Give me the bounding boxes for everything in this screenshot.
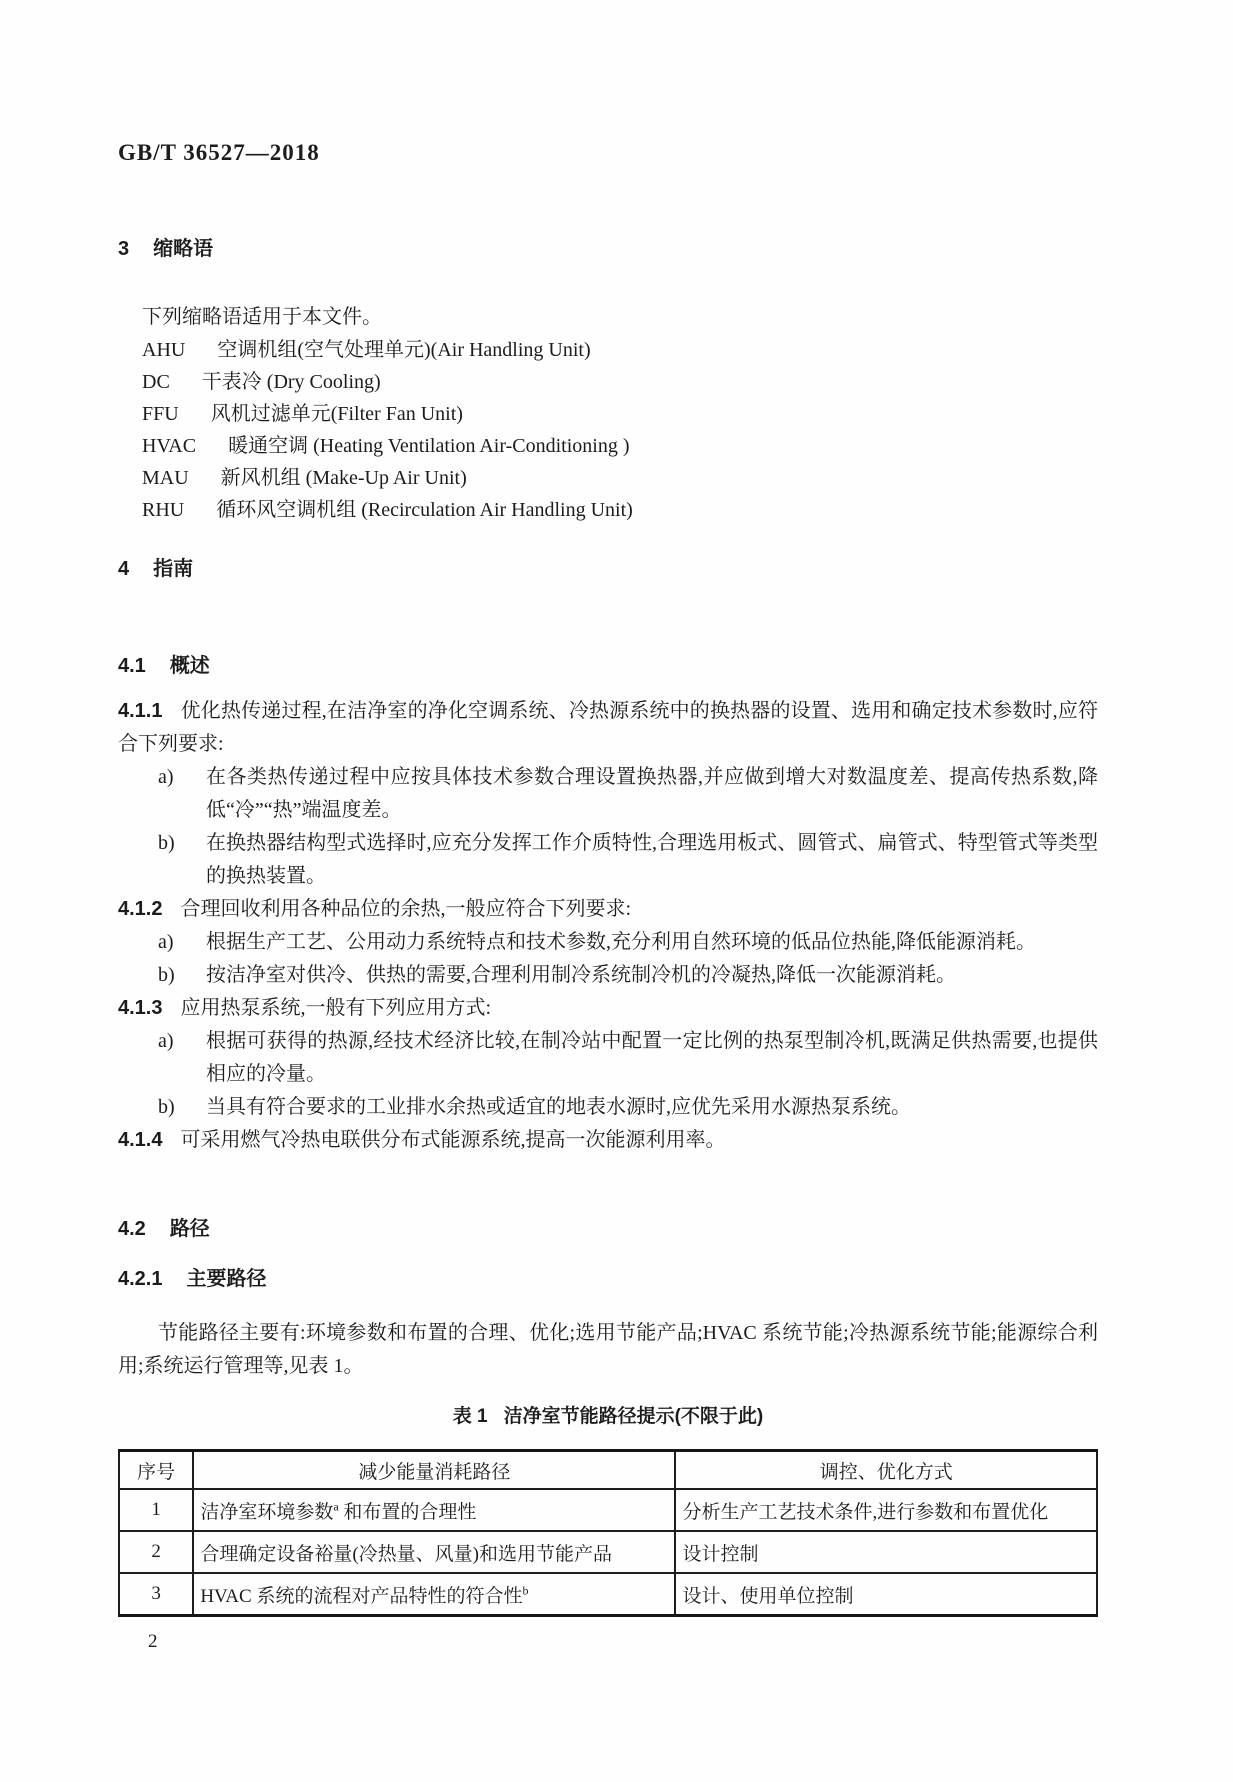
- cell-path-text: 合理确定设备裕量(冷热量、风量)和选用节能产品: [200, 1543, 612, 1565]
- clause-text: 合理回收利用各种品位的余热,一般应符合下列要求:: [180, 898, 632, 920]
- section-3-title: 缩略语: [153, 238, 214, 260]
- list-text: 按洁净室对供冷、供热的需要,合理利用制冷系统制冷机的冷凝热,降低一次能源消耗。: [206, 964, 956, 986]
- section-4-number: 4: [118, 558, 130, 580]
- clause-number: 4.1.3: [118, 997, 163, 1019]
- list-item-b: [158, 827, 1098, 893]
- abbr-definition: 干表冷 (Dry Cooling): [201, 371, 381, 393]
- list-text: 在换热器结构型式选择时,应充分发挥工作介质特性,合理选用板式、圆管式、扁管式、特型管式等类型的换热装置。: [206, 832, 1098, 887]
- abbr-term: RHU: [142, 499, 185, 521]
- cell-control: 设计、使用单位控制: [675, 1573, 1097, 1616]
- page-number: 2: [148, 1631, 158, 1652]
- abbr-term: DC: [142, 371, 170, 393]
- section-4-2-1-number: 4.2.1: [118, 1268, 163, 1290]
- clause-4-1-1: [118, 695, 1098, 761]
- list-item-b: [158, 1091, 1098, 1124]
- col-header-control: 调控、优化方式: [675, 1451, 1097, 1490]
- clause-4-1-4: [118, 1124, 1098, 1157]
- clause-text: 优化热传递过程,在洁净室的净化空调系统、冷热源系统中的换热器的设置、选用和确定技术参数时,应符合下列要求:: [118, 700, 1098, 755]
- abbreviation-list: [118, 334, 1098, 526]
- abbreviations-intro: 下列缩略语适用于本文件。: [142, 306, 382, 328]
- list-text: 根据生产工艺、公用动力系统特点和技术参数,充分利用自然环境的低品位热能,降低能源消耗。: [206, 931, 1036, 953]
- section-4-2-1-heading: [118, 1265, 1098, 1293]
- table-caption-text: 洁净室节能路径提示(不限于此): [503, 1406, 764, 1427]
- table-caption-label: 表 1: [452, 1406, 488, 1427]
- list-item-b: [158, 959, 1098, 992]
- abbr-term: AHU: [142, 339, 186, 361]
- section-4-1-heading: [118, 652, 1098, 680]
- list-text: 当具有符合要求的工业排水余热或适宜的地表水源时,应优先采用水源热泵系统。: [206, 1096, 911, 1118]
- list-marker: a): [158, 931, 174, 953]
- cell-path: [193, 1489, 675, 1531]
- section-4-1-title: 概述: [169, 655, 210, 677]
- table-row: [119, 1573, 1097, 1616]
- section-4-title: 指南: [153, 558, 194, 580]
- section-4-1-number: 4.1: [118, 655, 146, 677]
- footnote-superscript: a: [333, 1499, 339, 1514]
- section-3-heading: [118, 235, 1098, 263]
- clause-number: 4.1.1: [118, 700, 163, 722]
- cell-path: [193, 1531, 675, 1573]
- list-marker: b): [158, 832, 175, 854]
- list-marker: a): [158, 766, 174, 788]
- section-4-2-heading: [118, 1215, 1098, 1243]
- abbr-definition: 风机过滤单元(Filter Fan Unit): [210, 403, 463, 425]
- clause-number: 4.1.4: [118, 1129, 163, 1151]
- clause-text: 应用热泵系统,一般有下列应用方式:: [180, 997, 492, 1019]
- section-4-2-number: 4.2: [118, 1218, 146, 1240]
- clause-number: 4.1.2: [118, 898, 163, 920]
- abbreviation-item: [118, 334, 1098, 366]
- cell-path: [193, 1573, 675, 1616]
- col-header-path: 减少能量消耗路径: [193, 1451, 675, 1490]
- col-header-seq: 序号: [119, 1451, 193, 1490]
- list-text: 在各类热传递过程中应按具体技术参数合理设置换热器,并应做到增大对数温度差、提高传热系数,降低“冷”“热”端温度差。: [206, 766, 1098, 821]
- list-text: 根据可获得的热源,经技术经济比较,在制冷站中配置一定比例的热泵型制冷机,既满足供热需要,也提供相应的冷量。: [206, 1030, 1098, 1085]
- section-4-heading: [118, 555, 1098, 583]
- abbr-definition: 暖通空调 (Heating Ventilation Air-Conditioning ): [228, 435, 630, 457]
- cell-path-text: 洁净室环境参数: [200, 1501, 334, 1523]
- abbr-definition: 空调机组(空气处理单元)(Air Handling Unit): [217, 339, 591, 361]
- list-item-a: [158, 1025, 1098, 1091]
- table-1: [118, 1449, 1098, 1617]
- cell-seq: 1: [119, 1489, 193, 1531]
- clause-4-1-3: [118, 992, 1098, 1025]
- abbr-definition: 循环风空调机组 (Recirculation Air Handling Unit): [216, 499, 633, 521]
- abbreviation-item: [118, 462, 1098, 494]
- doc-code-header: GB/T 36527—2018: [118, 140, 320, 165]
- cell-control: 设计控制: [675, 1531, 1097, 1573]
- cell-seq: 3: [119, 1573, 193, 1616]
- footnote-superscript: b: [522, 1583, 529, 1598]
- section-4-2-title: 路径: [169, 1218, 210, 1240]
- abbr-term: HVAC: [142, 435, 197, 457]
- section-3-number: 3: [118, 238, 130, 260]
- abbreviation-item: [118, 398, 1098, 430]
- list-item-a: [158, 926, 1098, 959]
- table-row: [119, 1531, 1097, 1573]
- abbr-term: MAU: [142, 467, 189, 489]
- table-1-caption: [118, 1404, 1098, 1430]
- clause-text: 可采用燃气冷热电联供分布式能源系统,提高一次能源利用率。: [180, 1129, 726, 1151]
- list-marker: a): [158, 1030, 174, 1052]
- table-header-row: [119, 1451, 1097, 1490]
- section-4-2-1-title: 主要路径: [186, 1268, 267, 1290]
- clause-4-1-2: [118, 893, 1098, 926]
- cell-seq: 2: [119, 1531, 193, 1573]
- cell-path-rest: 和布置的合理性: [338, 1501, 477, 1523]
- abbr-term: FFU: [142, 403, 179, 425]
- paragraph-4-2-1: 节能路径主要有:环境参数和布置的合理、优化;选用节能产品;HVAC 系统节能;冷热源系统节能;能源综合利用;系统运行管理等,见表 1。: [118, 1322, 1098, 1377]
- list-item-a: [158, 761, 1098, 827]
- abbreviation-item: [118, 494, 1098, 526]
- abbr-definition: 新风机组 (Make-Up Air Unit): [220, 467, 467, 489]
- cell-control: 分析生产工艺技术条件,进行参数和布置优化: [675, 1489, 1097, 1531]
- abbreviation-item: [118, 430, 1098, 462]
- list-marker: b): [158, 964, 175, 986]
- list-marker: b): [158, 1096, 175, 1118]
- table-row: [119, 1489, 1097, 1531]
- cell-path-text: HVAC 系统的流程对产品特性的符合性: [200, 1585, 523, 1607]
- abbreviation-item: [118, 366, 1098, 398]
